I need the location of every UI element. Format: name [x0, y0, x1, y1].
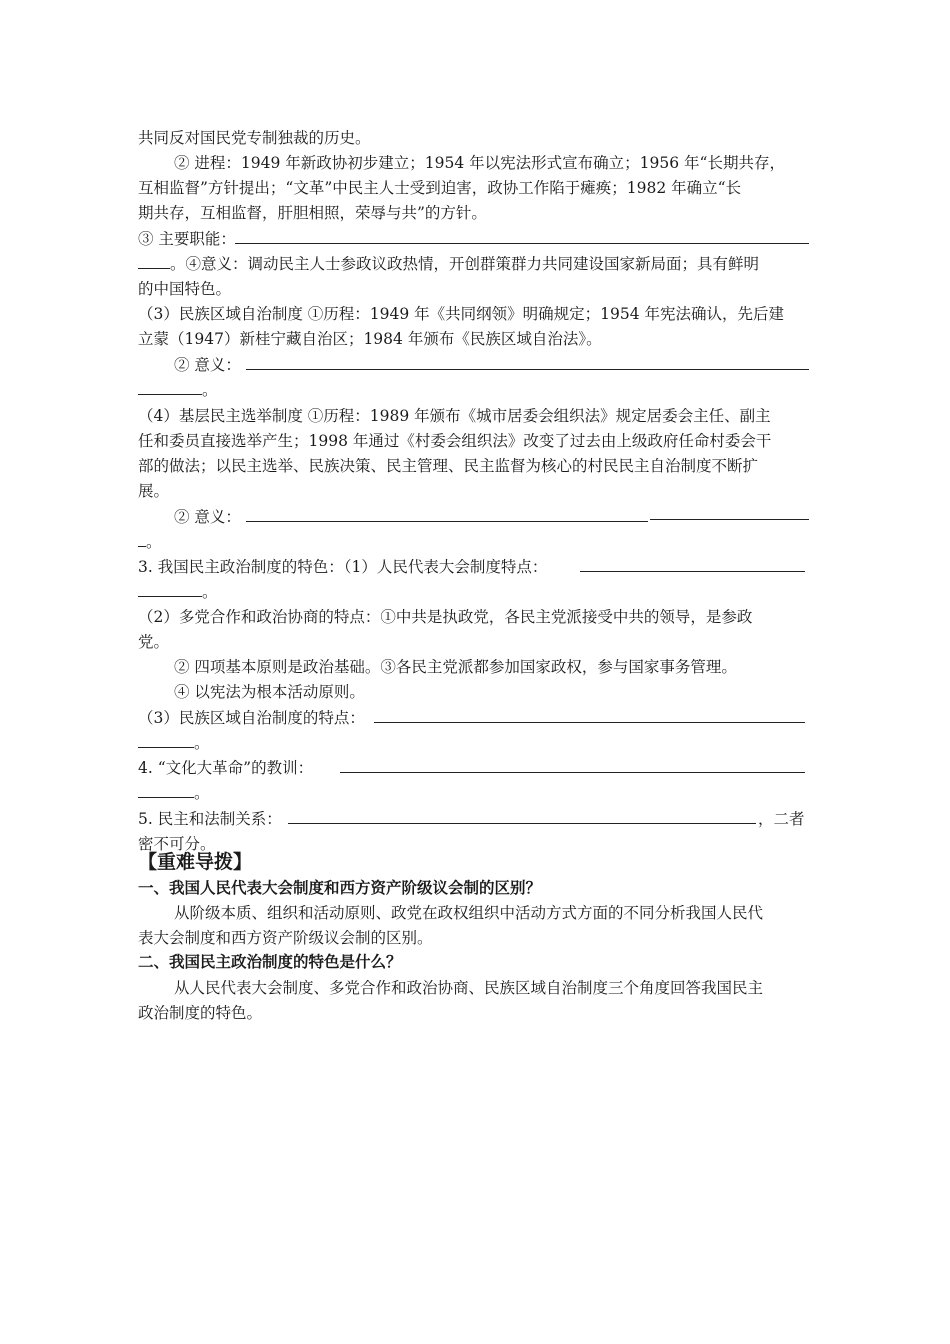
text: ，二者 [758, 810, 805, 828]
text-line: 从阶级本质、组织和活动原则、政党在政权组织中活动方式方面的不同分析我国人民代 [174, 904, 764, 922]
relation-line [138, 806, 810, 832]
significance-label [138, 504, 810, 530]
blank-continuation [138, 780, 810, 806]
lesson-line [138, 755, 810, 781]
text-line: 展。 [138, 482, 170, 500]
answer-blank[interactable] [138, 251, 170, 269]
significance-label [138, 352, 810, 378]
text: 。 [194, 784, 210, 802]
question-heading: 二、我国民主政治制度的特色是什么？ [138, 953, 402, 971]
section-title: 【重难导拨】 [138, 851, 253, 873]
label: 3. 我国民主政治制度的特色：（1）人民代表大会制度特点： [138, 558, 548, 576]
text-line: ④ 以宪法为根本活动原则。 [174, 683, 365, 701]
label: ② 意义： [174, 356, 241, 374]
answer-blank[interactable] [580, 571, 805, 572]
text-line: 互相监督”方针提出；“文革”中民主人士受到迫害，政协工作陷于瘫痪；1982 年确立“长 [138, 179, 742, 197]
features-line [138, 705, 810, 731]
blank-continuation [138, 730, 810, 756]
answer-blank[interactable] [138, 377, 202, 395]
blank-continuation [138, 579, 810, 605]
text-line: （4）基层民主选举制度 ①历程：1989 年颁布《城市居委会组织法》规定居委会主任、副主 [138, 407, 771, 425]
text-line: 党。 [138, 633, 170, 651]
text: 。 [194, 734, 210, 752]
text-line: 期共存，互相监督，肝胆相照，荣辱与共”的方针。 [138, 204, 487, 222]
text-line: 表大会制度和西方资产阶级议会制的区别。 [138, 929, 433, 947]
answer-blank[interactable] [340, 772, 805, 773]
text: 。 [202, 381, 218, 399]
text-line: 政治制度的特色。 [138, 1004, 263, 1022]
text-line: 任和委员直接选举产生；1998 年通过《村委会组织法》改变了过去由上级政府任命村委会干 [138, 432, 772, 450]
answer-blank[interactable] [288, 823, 756, 824]
answer-blank[interactable] [138, 579, 202, 597]
answer-blank[interactable] [374, 722, 805, 723]
blank-continuation [138, 529, 810, 555]
label: 4. “文化大革命”的教训： [138, 759, 314, 777]
text-line: 共同反对国民党专制独裁的历史。 [138, 129, 371, 147]
label: 5. 民主和法制关系： [138, 810, 282, 828]
answer-blank[interactable] [138, 529, 146, 547]
answer-blank[interactable] [246, 369, 809, 370]
answer-blank[interactable] [246, 521, 648, 522]
answer-blank[interactable] [138, 780, 194, 798]
text-line: 部的做法；以民主选举、民族决策、民主管理、民主监督为核心的村民民主自治制度不断扩 [138, 457, 759, 475]
features-line [138, 554, 810, 580]
text-line: 从人民代表大会制度、多党合作和政治协商、民族区域自治制度三个角度回答我国民主 [174, 979, 764, 997]
text: 。④意义：调动民主人士参政议政热情，开创群策群力共同建设国家新局面；具有鲜明 [170, 255, 760, 273]
answer-blank[interactable] [650, 519, 809, 520]
text-line: 立蒙（1947）新桂宁藏自治区；1984 年颁布《民族区域自治法》。 [138, 330, 602, 348]
main-functions-line [138, 226, 810, 252]
text-line: 的中国特色。 [138, 280, 232, 298]
answer-blank[interactable] [235, 243, 809, 244]
text-line: ② 四项基本原则是政治基础。③各民主党派都参加国家政权，参与国家事务管理。 [174, 658, 737, 676]
text-line: ② 进程：1949 年新政协初步建立；1954 年以宪法形式宣布确立；1956 年“长期共存， [174, 154, 785, 172]
question-heading: 一、我国人民代表大会制度和西方资产阶级议会制的区别？ [138, 879, 542, 897]
label: ③ 主要职能： [138, 230, 236, 248]
blank-continuation [138, 377, 810, 403]
significance-line [138, 251, 810, 277]
label: ② 意义： [174, 508, 241, 526]
text-line: （2）多党合作和政治协商的特点：①中共是执政党，各民主党派接受中共的领导，是参政 [138, 608, 753, 626]
text: 。 [146, 533, 162, 551]
answer-blank[interactable] [138, 730, 194, 748]
label: （3）民族区域自治制度的特点： [138, 709, 365, 727]
text: 。 [202, 583, 218, 601]
text-line: 密不可分。 [138, 835, 216, 853]
text-line: （3）民族区域自治制度 ①历程：1949 年《共同纲领》明确规定；1954 年宪法确认，先后建 [138, 305, 785, 323]
